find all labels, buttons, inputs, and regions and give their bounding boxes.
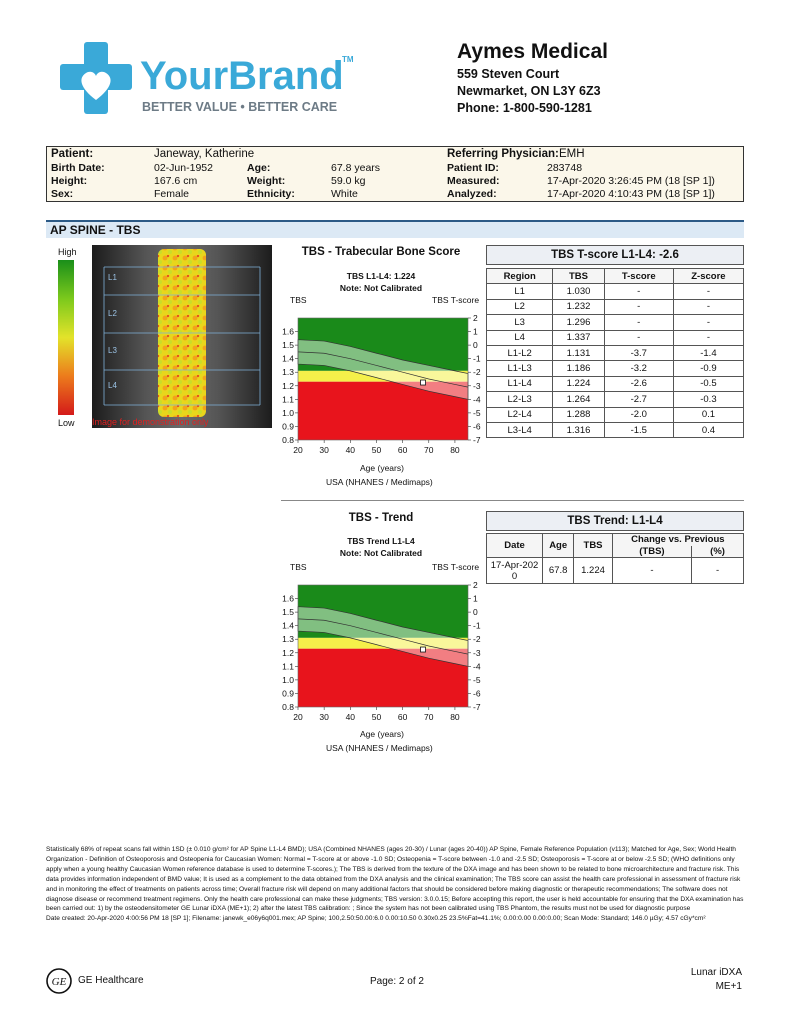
table-cell: 1.224 (553, 376, 604, 391)
trend-header-change-pct: (%) (692, 546, 744, 558)
y2-tick-label: 1 (473, 326, 478, 337)
height-label: Height: (51, 175, 88, 187)
ge-brand: GE Healthcare (78, 975, 144, 986)
chart2-ylabel-right: TBS T-score (432, 562, 480, 572)
table-cell: - (673, 284, 743, 299)
ethnicity-label: Ethnicity: (247, 188, 295, 200)
tscore-header-region: Region (487, 269, 553, 284)
y2-tick-label: -4 (473, 394, 481, 405)
section-title: AP SPINE - TBS (50, 223, 141, 237)
brand-name: YourBrand (140, 54, 344, 98)
trend-header-tbs: TBS (574, 534, 612, 558)
table-cell: - (673, 315, 743, 330)
y2-tick-label: -5 (473, 674, 481, 685)
vertebra-label-l1: L1 (108, 273, 117, 282)
y-tick-label: 1.0 (282, 407, 294, 418)
table-cell: L2-L4 (487, 407, 553, 422)
table-cell: - (673, 299, 743, 314)
trend-header-age: Age (543, 534, 574, 558)
y2-tick-label: -7 (473, 702, 481, 712)
referring-physician-label: Referring Physician: (447, 148, 559, 160)
spine-scan-image (92, 245, 272, 428)
y2-tick-label: -3 (473, 647, 481, 658)
company-address2: Newmarket, ON L3Y 6Z3 (457, 84, 601, 98)
trend-row-change-pct: - (692, 558, 744, 584)
y2-tick-label: -5 (473, 407, 481, 418)
patient-id-label: Patient ID: (447, 162, 499, 174)
trend-table-title: TBS Trend: L1-L4 (486, 511, 744, 531)
table-cell: 1.030 (553, 284, 604, 299)
y2-tick-label: -1 (473, 353, 481, 364)
weight-label: Weight: (247, 175, 286, 187)
scan-demo-note: Image for demonstration only (92, 417, 209, 427)
table-cell: - (604, 284, 673, 299)
table-cell: L2-L3 (487, 392, 553, 407)
company-block (457, 40, 757, 115)
x-tick-label: 80 (450, 445, 460, 455)
y2-tick-label: 2 (473, 580, 478, 590)
measured-value: 17-Apr-2020 3:26:45 PM (18 [SP 1]) (547, 175, 715, 187)
tscore-table-title: TBS T-score L1-L4: -2.6 (486, 245, 744, 265)
y-tick-label: 1.4 (282, 353, 294, 364)
patient-name: Janeway, Katherine (154, 148, 255, 160)
y2-tick-label: -2 (473, 634, 481, 645)
table-row (487, 407, 744, 422)
birth-date-label: Birth Date: (51, 162, 105, 174)
table-cell: - (604, 330, 673, 345)
x-tick-label: 40 (345, 445, 356, 455)
table-cell: L3-L4 (487, 422, 553, 437)
patient-point (421, 380, 426, 385)
table-row (487, 422, 744, 437)
vertebra-label-l2: L2 (108, 309, 117, 318)
y-tick-label: 1.0 (282, 674, 294, 685)
age-label: Age: (247, 162, 271, 174)
footnote (46, 845, 746, 924)
y-tick-label: 1.1 (282, 394, 294, 405)
table-cell: - (604, 315, 673, 330)
x-tick-label: 50 (371, 445, 382, 455)
table-cell: L1-L2 (487, 345, 553, 360)
table-cell: -3.7 (604, 345, 673, 360)
table-cell: L4 (487, 330, 553, 345)
chart1-title: TBS - Trabecular Bone Score (301, 246, 461, 258)
table-row (487, 284, 744, 299)
patient-id-value: 283748 (547, 162, 583, 174)
patient-info-box (46, 146, 744, 202)
y-tick-label: 0.8 (282, 702, 294, 712)
scale-high-label: High (58, 247, 77, 257)
y-tick-label: 1.5 (282, 607, 294, 618)
device-name: Lunar iDXA (690, 967, 742, 978)
trademark: TM (342, 55, 354, 64)
table-row (487, 299, 744, 314)
chart1-ylabel-left: TBS (290, 295, 307, 305)
table-cell: -1.5 (604, 422, 673, 437)
table-cell: -1.4 (673, 345, 743, 360)
y-tick-label: 1.2 (282, 380, 294, 391)
brand-logo (60, 42, 360, 122)
table-row (487, 345, 744, 360)
table-cell: 1.131 (553, 345, 604, 360)
chart2-plot (270, 577, 490, 727)
chart1-ylabel-right: TBS T-score (432, 295, 480, 305)
y2-tick-label: -6 (473, 688, 481, 699)
sex-label: Sex: (51, 188, 74, 200)
y2-tick-label: -7 (473, 435, 481, 445)
x-tick-label: 70 (424, 712, 434, 722)
y-tick-label: 1.4 (282, 620, 294, 631)
medical-cross-heart-icon (60, 42, 132, 114)
table-cell: - (673, 330, 743, 345)
trend-header-change-tbs: (TBS) (612, 546, 691, 558)
y-tick-label: 1.6 (282, 326, 294, 337)
chart2-xlabel: Age (years) (360, 729, 404, 739)
y2-tick-label: 2 (473, 313, 478, 323)
y2-tick-label: -6 (473, 421, 481, 432)
trend-table (486, 533, 744, 584)
divider (281, 500, 744, 501)
page-number: Page: 2 of 2 (370, 976, 424, 987)
table-cell: -0.3 (673, 392, 743, 407)
table-cell: -2.0 (604, 407, 673, 422)
vertebra-label-l4: L4 (108, 381, 117, 390)
y2-tick-label: -1 (473, 620, 481, 631)
table-row (487, 315, 744, 330)
table-cell: L3 (487, 315, 553, 330)
patient-point (421, 647, 426, 652)
chart1-xlabel: Age (years) (360, 463, 404, 473)
analyzed-label: Analyzed: (447, 188, 497, 200)
y-tick-label: 1.6 (282, 593, 294, 604)
referring-physician-value: EMH (559, 148, 585, 160)
measured-label: Measured: (447, 175, 500, 187)
y-tick-label: 0.9 (282, 688, 294, 699)
chart2-reference: USA (NHANES / Medimaps) (326, 743, 433, 753)
table-cell: 1.316 (553, 422, 604, 437)
section-header (46, 220, 744, 238)
x-tick-label: 30 (319, 445, 329, 455)
y-tick-label: 1.3 (282, 634, 294, 645)
y2-tick-label: 1 (473, 593, 478, 604)
weight-value: 59.0 kg (331, 175, 366, 187)
table-cell: L2 (487, 299, 553, 314)
brand-tagline: BETTER VALUE • BETTER CARE (142, 100, 338, 114)
table-cell: 0.4 (673, 422, 743, 437)
table-cell: -3.2 (604, 361, 673, 376)
table-cell: -2.6 (604, 376, 673, 391)
trend-row-age: 67.8 (543, 558, 574, 584)
tscore-header-tbs: TBS (553, 269, 604, 284)
table-cell: 1.296 (553, 315, 604, 330)
tscore-table (486, 268, 744, 438)
table-row (487, 392, 744, 407)
trend-header-date: Date (487, 534, 543, 558)
chart1-subtitle1: TBS L1-L4: 1.224 (346, 271, 416, 281)
height-value: 167.6 cm (154, 175, 198, 187)
trend-row-tbs: 1.224 (574, 558, 612, 584)
x-tick-label: 80 (450, 712, 460, 722)
x-tick-label: 60 (397, 712, 408, 722)
company-address1: 559 Steven Court (457, 67, 560, 81)
table-cell: L1-L3 (487, 361, 553, 376)
y2-tick-label: 0 (473, 607, 478, 618)
trend-row-date: 17-Apr-2020 (487, 558, 543, 584)
chart2-title: TBS - Trend (348, 512, 414, 524)
y2-tick-label: -4 (473, 661, 481, 672)
table-row (487, 376, 744, 391)
y2-tick-label: -3 (473, 380, 481, 391)
y-tick-label: 1.2 (282, 647, 294, 658)
footnote-scan-info: Date created: 20-Apr-2020 4:00:56 PM 18 [SP 1]; Filename: janewk_e06y6q001.mex; AP Spine; 100,2.50:50.00:6.0 0.00:10.50 0.30x0.25 23.5%Fat=41.1%; 0.00:0.00 0.00:0.00; Scan Mode: Standard; 146.0 µGy; 4.57 cGy*cm² (46, 915, 706, 923)
table-cell: 1.186 (553, 361, 604, 376)
table-cell: -0.5 (673, 376, 743, 391)
patient-label: Patient: (51, 148, 94, 160)
device-info (691, 966, 742, 994)
table-cell: 1.337 (553, 330, 604, 345)
table-cell: 1.288 (553, 407, 604, 422)
x-tick-label: 40 (345, 712, 356, 722)
table-cell: - (604, 299, 673, 314)
birth-date-value: 02-Jun-1952 (154, 162, 213, 174)
ge-monogram: GE (51, 976, 67, 988)
table-cell: 0.1 (673, 407, 743, 422)
x-tick-label: 20 (293, 712, 303, 722)
age-value: 67.8 years (331, 162, 381, 174)
table-cell: 1.232 (553, 299, 604, 314)
x-tick-label: 30 (319, 712, 329, 722)
x-tick-label: 60 (397, 445, 408, 455)
y-tick-label: 0.9 (282, 421, 294, 432)
y-tick-label: 0.8 (282, 435, 294, 445)
analyzed-value: 17-Apr-2020 4:10:43 PM (18 [SP 1]) (547, 188, 715, 200)
table-row (487, 330, 744, 345)
y-tick-label: 1.5 (282, 340, 294, 351)
company-phone: Phone: 1-800-590-1281 (457, 101, 592, 115)
ge-logo-icon (46, 968, 72, 994)
chart1-reference: USA (NHANES / Medimaps) (326, 477, 433, 487)
scale-low-label: Low (58, 418, 75, 428)
tscore-header-z-score: Z-score (673, 269, 743, 284)
table-cell: -2.7 (604, 392, 673, 407)
table-cell: 1.264 (553, 392, 604, 407)
trend-header-change: Change vs. Previous (612, 534, 743, 546)
table-cell: L1 (487, 284, 553, 299)
table-cell: -0.9 (673, 361, 743, 376)
vertebra-label-l3: L3 (108, 346, 117, 355)
company-name: Aymes Medical (457, 40, 608, 63)
chart1-subtitle2: Note: Not Calibrated (339, 283, 423, 293)
chart2-subtitle1: TBS Trend L1-L4 (347, 536, 415, 546)
chart2-subtitle2: Note: Not Calibrated (339, 548, 423, 558)
chart2-ylabel-left: TBS (290, 562, 307, 572)
tbs-color-scale (58, 260, 74, 415)
table-cell: L1-L4 (487, 376, 553, 391)
x-tick-label: 20 (293, 445, 303, 455)
device-version: ME+1 (715, 981, 742, 992)
sex-value: Female (154, 188, 190, 200)
trend-row-change-tbs: - (612, 558, 691, 584)
x-tick-label: 50 (371, 712, 382, 722)
x-tick-label: 70 (424, 445, 434, 455)
y2-tick-label: -2 (473, 367, 481, 378)
chart1-plot (270, 310, 490, 460)
y-tick-label: 1.3 (282, 367, 294, 378)
footnote-text: Statistically 68% of repeat scans fall within 1SD (± 0.010 g/cm² for AP Spine L1-L4 BMD); USA (Combined NHANES (ages 20-30) / Lunar (ages 20-40)) AP Spine, Female Reference Population (v113); Matched for Age, Sex; World Health Organization - Definition of Osteoporosis and Osteopenia for Caucasian Women: Normal = T-score at or above -1.0 SD; Osteopenia = T-score between -1.0 and -2.5 SD; Osteoporosis = T-score at or below -2.5 SD; (WHO definitions only apply when a young healthy Caucasian Women reference database is used to determine T-scores.); The TBS is derived from the texture of the DXA image and has been shown to be related to bone microarchitecture and fracture risk. This data provides information independent of BMD value; It is used as a complement to the data obtained from the DXA analysis and the clinical examination; The TBS score can assist the health care professional in assessment of fracture risk and in monitoring the effect of treatments on patients across time; Overall fracture risk will depend on many additional factors that should be considered before making diagnostic or therapeutic recommendations; The software does not diagnose disease or recommend treatment regimens. Only the health care professional can make these judgments; TBS version: 3.0.0.15; Before accepting this report, the user is held accountable for ensuring that the DXA examination has been carried out: 1) by the osteodensitometer GE Lunar iDXA (ME+1); 2) after the latest TBS calibration: ; Since the system has not been calibrated using TBS Phantom, the results must not be used for diagnostic purpose (46, 846, 744, 913)
ethnicity-value: White (331, 188, 358, 200)
y2-tick-label: 0 (473, 340, 478, 351)
y-tick-label: 1.1 (282, 661, 294, 672)
tscore-header-t-score: T-score (604, 269, 673, 284)
table-row (487, 361, 744, 376)
